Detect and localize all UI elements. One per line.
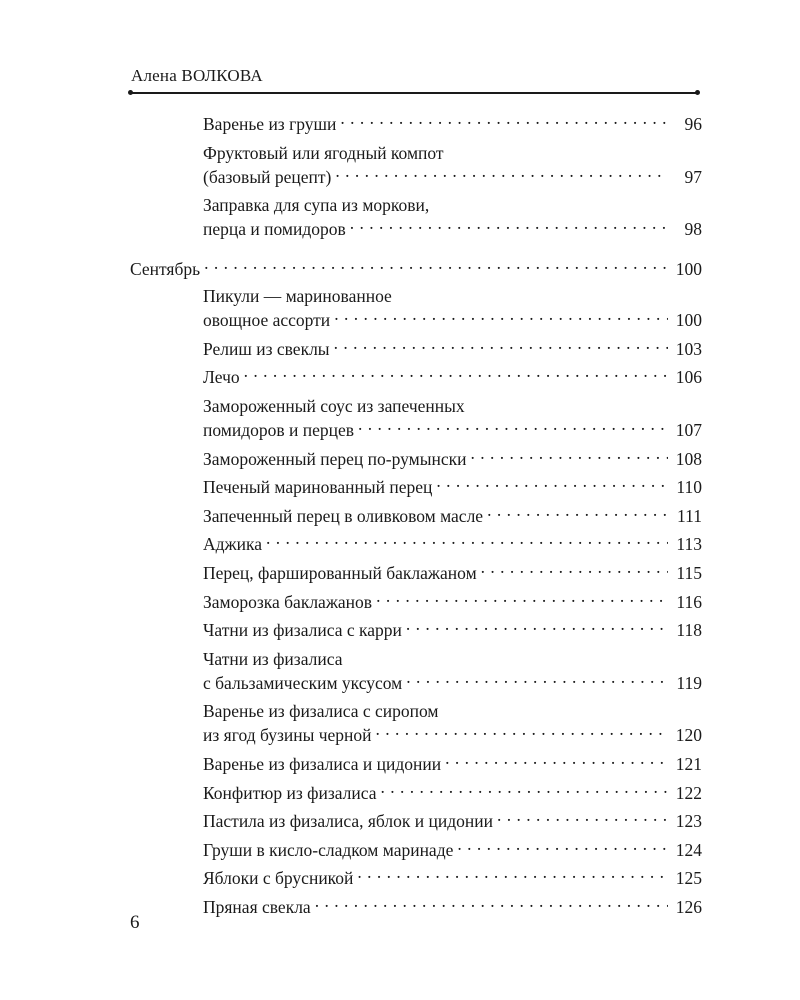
- dot-leader: [244, 366, 668, 384]
- toc-entry-title: Замороженный соус из запеченных: [203, 395, 465, 416]
- toc-entry: [130, 752, 702, 776]
- toc-page-number: 121: [675, 753, 702, 774]
- toc-entry-title: овощное ассорти: [203, 310, 331, 331]
- dot-leader: [376, 590, 668, 608]
- toc-entry-title: Чатни из физалиса с карри: [203, 620, 402, 641]
- toc-entry-title: Фруктовый или ягодный компот: [203, 142, 444, 163]
- toc-entry-title: помидоров и перцев: [203, 419, 355, 440]
- toc-entry: [130, 895, 702, 919]
- toc-entry: [130, 141, 702, 189]
- toc-entry-title: Заморозка баклажанов: [203, 591, 373, 612]
- dot-leader: [457, 838, 668, 856]
- dot-leader: [487, 504, 668, 522]
- toc-entry-title: Лечо: [203, 367, 240, 388]
- dot-leader: [406, 671, 668, 689]
- toc-entry-title: Конфитюр из физалиса: [203, 782, 377, 803]
- toc-entry-title: Пряная свекла: [203, 896, 311, 917]
- toc-entry-title: (базовый рецепт): [203, 166, 332, 187]
- toc-page-number: 108: [675, 448, 702, 469]
- toc-page-number: 97: [684, 166, 702, 187]
- toc-page-number: 118: [676, 620, 702, 641]
- toc-entry-title: из ягод бузины черной: [203, 725, 372, 746]
- dot-leader: [334, 337, 668, 355]
- toc-page-number: 100: [675, 310, 702, 331]
- toc-entry-title: перца и помидоров: [203, 219, 346, 240]
- toc-entry-title: Варенье из груши: [203, 114, 337, 134]
- toc-page-number: 107: [675, 419, 702, 440]
- toc-entry: [130, 365, 702, 389]
- dot-leader: [334, 309, 668, 327]
- toc-section-entry: [130, 257, 702, 281]
- dot-leader: [350, 218, 668, 236]
- toc-entry: [130, 647, 702, 695]
- toc-entry-title: Сентябрь: [130, 259, 201, 280]
- toc-entry: [130, 618, 702, 642]
- toc-entry-title: Запеченный перец в оливковом масле: [203, 505, 484, 526]
- dot-leader: [315, 895, 668, 913]
- toc-entry: [130, 781, 702, 805]
- dot-leader: [436, 476, 668, 494]
- dot-leader: [204, 258, 668, 276]
- dot-leader: [266, 533, 668, 551]
- toc-page-number: 98: [684, 219, 702, 240]
- toc-entry-title: Яблоки с брусникой: [203, 868, 354, 889]
- dot-leader: [340, 113, 668, 131]
- dot-leader: [445, 752, 668, 770]
- toc-entry: [130, 394, 702, 442]
- toc-entry-title: Заправка для супа из моркови,: [203, 195, 430, 216]
- dot-leader: [381, 781, 668, 799]
- toc-entry-title: Варенье из физалиса с сиропом: [203, 701, 439, 722]
- toc-entry: [130, 561, 702, 585]
- toc-page-number: 124: [675, 839, 702, 860]
- toc-entry-title: Аджика: [203, 534, 263, 555]
- dot-leader: [335, 165, 668, 183]
- toc-entry-title: Релиш из свеклы: [203, 338, 330, 359]
- dot-leader: [406, 619, 668, 637]
- running-head: Алена ВОЛКОВА: [131, 66, 263, 85]
- toc-entry-title: Пикули — маринованное: [203, 286, 392, 307]
- toc-entry-title: Пастила из физалиса, яблок и цидонии: [203, 811, 493, 832]
- dot-leader: [358, 418, 668, 436]
- toc-page-number: 111: [677, 505, 702, 526]
- toc-entry-title: Перец, фаршированный баклажаном: [203, 562, 477, 583]
- toc-entry: [130, 284, 702, 332]
- toc-entry: [130, 447, 702, 471]
- toc-page-number: 125: [675, 868, 702, 889]
- toc-entry: [130, 699, 702, 747]
- toc-page-number: 113: [676, 534, 702, 555]
- toc-entry: [130, 337, 702, 361]
- toc-entry: [130, 866, 702, 890]
- toc-page-number: 116: [676, 591, 702, 612]
- toc-entry: [130, 475, 702, 499]
- toc-page-number: 100: [675, 259, 702, 280]
- toc-entry-title: Груши в кисло-сладком маринаде: [203, 839, 454, 860]
- toc-page-number: 123: [675, 811, 702, 832]
- toc-page-number: 96: [684, 114, 702, 134]
- toc-entry-title: Печеный маринованный перец: [203, 477, 433, 498]
- toc-page-number: 119: [676, 672, 702, 693]
- toc-entry-title: Чатни из физалиса: [203, 648, 343, 669]
- toc-page-number: 115: [676, 562, 702, 583]
- toc-page-number: 103: [675, 338, 702, 359]
- toc-entry: [130, 838, 702, 862]
- dot-leader: [470, 447, 668, 465]
- toc-entry: [130, 112, 702, 136]
- toc-page-number: 110: [676, 477, 702, 498]
- header-rule: [130, 92, 698, 94]
- dot-leader: [481, 561, 668, 579]
- toc-page-number: 120: [675, 725, 702, 746]
- toc-entry: [130, 590, 702, 614]
- toc-entry-title: с бальзамическим уксусом: [203, 672, 403, 693]
- toc-entry: [130, 193, 702, 241]
- toc-entry: [130, 809, 702, 833]
- toc-entry-title: Варенье из физалиса и цидонии: [203, 753, 442, 774]
- dot-leader: [357, 867, 668, 885]
- dot-leader: [497, 810, 668, 828]
- page-number: 6: [130, 912, 140, 933]
- toc-page-number: 126: [675, 896, 702, 917]
- toc-entry: [130, 504, 702, 528]
- toc-page-number: 122: [675, 782, 702, 803]
- toc-entry-title: Замороженный перец по-румынски: [203, 448, 467, 469]
- toc-entry: [130, 532, 702, 556]
- table-of-contents: [130, 112, 702, 923]
- toc-page-number: 106: [675, 367, 702, 388]
- dot-leader: [376, 724, 668, 742]
